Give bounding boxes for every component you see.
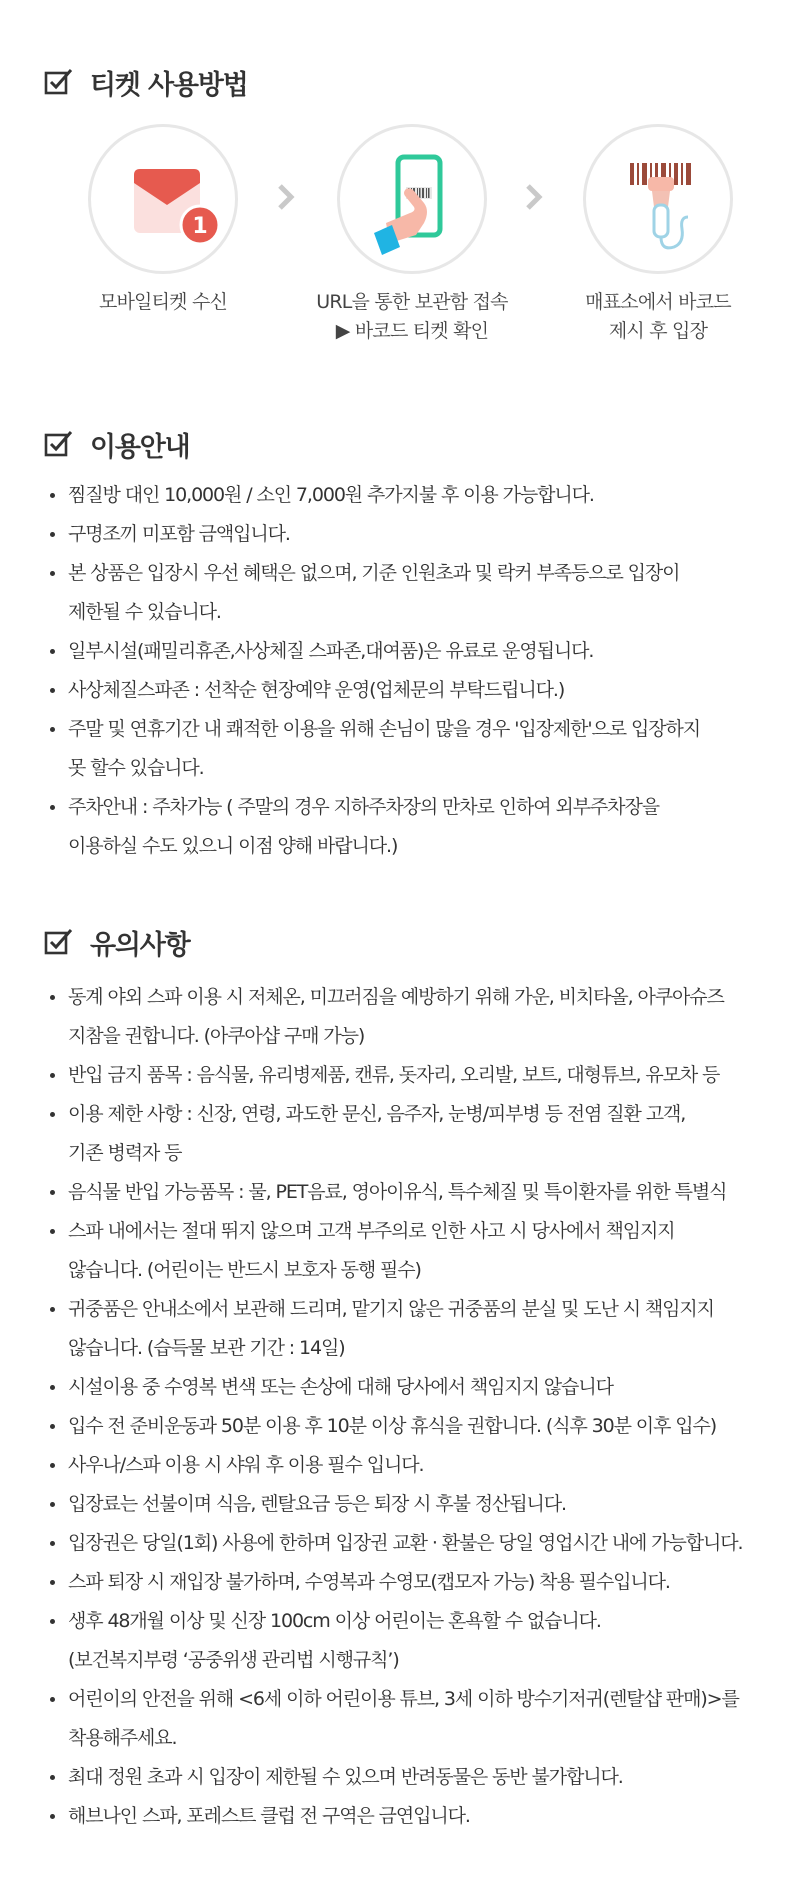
notice-title: 유의사항: [90, 929, 190, 961]
list-item: [44, 1173, 784, 1212]
list-item: [44, 710, 784, 788]
phone-barcode-icon: [340, 127, 490, 277]
list-item-text: 주말 및 연휴기간 내 쾌적한 이용을 위해 손님이 많을 경우 '입장제한'으로 입장하지: [68, 718, 700, 740]
list-item-text: 구명조끼 미포함 금액입니다.: [68, 523, 290, 545]
list-item-text: 시설이용 중 수영복 변색 또는 손상에 대해 당사에서 책임지지 않습니다: [68, 1376, 613, 1398]
list-item-text: 사상체질스파존 : 선착순 현장예약 운영(업체문의 부탁드립니다.): [68, 679, 565, 701]
list-item: [44, 1758, 784, 1797]
list-item-text: 해브나인 스파, 포레스트 클럽 전 구역은 금연입니다.: [68, 1805, 470, 1827]
list-item-text-cont: 착용해주세요.: [68, 1727, 177, 1749]
list-item: [44, 1563, 784, 1602]
usage-header: [44, 62, 248, 102]
list-item: [44, 1524, 784, 1563]
list-item-text: 본 상품은 입장시 우선 혜택은 없으며, 기준 인원초과 및 락커 부족등으로 입장이: [68, 562, 680, 584]
list-item: [44, 671, 784, 710]
step-label: URL을 통한 보관함 접속: [316, 291, 508, 313]
step-label: 모바일티켓 수신: [98, 291, 228, 313]
list-item-text-cont: 않습니다. (습득물 보관 기간 : 14일): [68, 1337, 345, 1359]
list-item-text-cont: 지참을 권합니다. (아쿠아샵 구매 가능): [68, 1025, 365, 1047]
list-item-text: 스파 내에서는 절대 뛰지 않으며 고객 부주의로 인한 사고 시 당사에서 책임지지: [68, 1220, 675, 1242]
step-present-barcode: [538, 124, 778, 346]
notice-header: [44, 922, 190, 962]
step-circle: [88, 124, 238, 274]
list-item-text: 이용 제한 사항 : 신장, 연령, 과도한 문신, 음주자, 눈병/피부병 등 전염 질환 고객,: [68, 1103, 686, 1125]
list-item: [44, 1680, 784, 1758]
list-item: [44, 476, 784, 515]
usage-title: 티켓 사용방법: [90, 69, 248, 101]
list-item: [44, 515, 784, 554]
list-item-text: 음식물 반입 가능품목 : 물, PET음료, 영아이유식, 특수체질 및 특이환자를 위한 특별식: [68, 1181, 727, 1203]
list-item-text: 입수 전 준비운동과 50분 이용 후 10분 이상 휴식을 권합니다. (식후 30분 이후 입수): [68, 1415, 717, 1437]
list-item-text-cont: (보건복지부령 ‘공중위생 관리법 시행규칙’): [68, 1649, 399, 1671]
list-item-text: 찜질방 대인 10,000원 / 소인 7,000원 추가지불 후 이용 가능합니다.: [68, 484, 594, 506]
step-receive-ticket: [43, 124, 283, 317]
barcode-scanner-icon: [586, 127, 736, 277]
list-item-text: 입장권은 당일(1회) 사용에 한하며 입장권 교환 · 환불은 당일 영업시간 내에 가능합니다.: [68, 1532, 743, 1554]
list-item-text: 동계 야외 스파 이용 시 저체온, 미끄러짐을 예방하기 위해 가운, 비치타올, 아쿠아슈즈: [68, 986, 724, 1008]
list-item-text: 일부시설(패밀리휴존,사상체질 스파존,대여품)은 유료로 운영됩니다.: [68, 640, 594, 662]
list-item: [44, 978, 784, 1056]
list-item-text: 입장료는 선불이며 식음, 렌탈요금 등은 퇴장 시 후불 정산됩니다.: [68, 1493, 567, 1515]
list-item-text-cont: 제한될 수 있습니다.: [68, 601, 221, 623]
list-item-text: 최대 정원 초과 시 입장이 제한될 수 있으며 반려동물은 동반 불가합니다.: [68, 1766, 623, 1788]
info-list: [44, 476, 784, 866]
list-item-text: 스파 퇴장 시 재입장 불가하며, 수영복과 수영모(캡모자 가능) 착용 필수입니다.: [68, 1571, 670, 1593]
list-item-text: 귀중품은 안내소에서 보관해 드리며, 맡기지 않은 귀중품의 분실 및 도난 시 책임지지: [68, 1298, 714, 1320]
badge-number: 1: [192, 214, 208, 239]
checkbox-icon: [44, 67, 74, 97]
step-check-barcode: [292, 124, 532, 346]
step-circle: [337, 124, 487, 274]
step-label-2: ▶ 바코드 티켓 확인: [335, 320, 489, 342]
list-item-text: 생후 48개월 이상 및 신장 100cm 이상 어린이는 혼욕할 수 없습니다.: [68, 1610, 601, 1632]
checkbox-icon: [44, 927, 74, 957]
list-item: [44, 554, 784, 632]
list-item-text-cont: 기존 병력자 등: [68, 1142, 182, 1164]
list-item: [44, 1446, 784, 1485]
list-item: [44, 1212, 784, 1290]
step-label-2: 제시 후 입장: [608, 320, 708, 342]
list-item: [44, 788, 784, 866]
list-item: [44, 1290, 784, 1368]
info-title: 이용안내: [90, 431, 190, 463]
step-label: 매표소에서 바코드: [585, 291, 731, 313]
list-item-text: 사우나/스파 이용 시 샤워 후 이용 필수 입니다.: [68, 1454, 424, 1476]
info-header: [44, 424, 190, 464]
list-item: [44, 1407, 784, 1446]
step-circle: [583, 124, 733, 274]
list-item-text: 어린이의 안전을 위해 <6세 이하 어린이용 튜브, 3세 이하 방수기저귀(렌탈샵 판매)>를: [68, 1688, 739, 1710]
list-item: [44, 1056, 784, 1095]
list-item-text-cont: 않습니다. (어린이는 반드시 보호자 동행 필수): [68, 1259, 421, 1281]
list-item: [44, 1485, 784, 1524]
list-item: [44, 632, 784, 671]
list-item-text: 주차안내 : 주차가능 ( 주말의 경우 지하주차장의 만차로 인하여 외부주차장을: [68, 796, 659, 818]
list-item: [44, 1368, 784, 1407]
list-item-text-cont: 못 할수 있습니다.: [68, 757, 204, 779]
mail-badge-icon: [91, 127, 241, 277]
list-item: [44, 1095, 784, 1173]
list-item: [44, 1797, 784, 1836]
list-item-text-cont: 이용하실 수도 있으니 이점 양해 바랍니다.): [68, 835, 398, 857]
list-item-text: 반입 금지 품목 : 음식물, 유리병제품, 캔류, 돗자리, 오리발, 보트, 대형튜브, 유모차 등: [68, 1064, 720, 1086]
list-item: [44, 1602, 784, 1680]
checkbox-icon: [44, 429, 74, 459]
notice-list: [44, 978, 784, 1836]
